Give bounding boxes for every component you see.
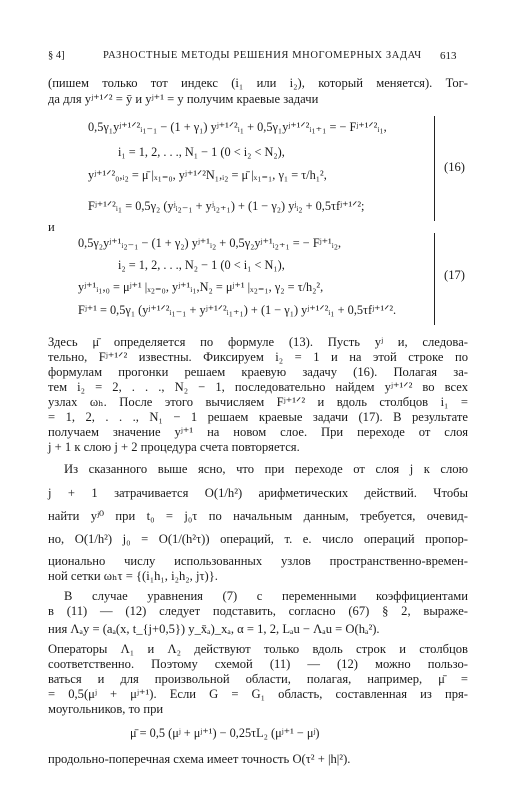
text-line: j + 1 к слою j + 2 процедура счета повторяется. bbox=[48, 440, 300, 454]
running-title: РАЗНОСТНЫЕ МЕТОДЫ РЕШЕНИЯ МНОГОМЕРНЫХ ЗАДАЧ bbox=[103, 50, 422, 61]
text-line: ваться и для произвольной области, полагая, например, μ̄ = bbox=[48, 672, 468, 686]
text-line: тельно, Fʲ⁺¹ᐟ² известны. Фиксируем i₂ = 1 и на этой строке по bbox=[48, 350, 468, 364]
text-line: в (11) — (12) следует подставить, согласно (67) § 2, выраже- bbox=[48, 604, 468, 618]
intro-line: (пишем только тот индекс (i₁ или i₂), который меняется). Тог- bbox=[48, 76, 468, 90]
system-brace bbox=[430, 233, 435, 325]
equation-row: Fʲ⁺¹ = 0,5γ₁ (yʲ⁺¹ᐟ²ᵢ₁₋₁ + yʲ⁺¹ᐟ²ᵢ₁₊₁) + (1 − γ₁) yʲ⁺¹ᐟ²ᵢ₁ + 0,5τfʲ⁺¹ᐟ². bbox=[78, 303, 397, 317]
system-brace bbox=[430, 116, 435, 221]
equation-row: yʲ⁺¹ᵢ₁,₀ = μʲ⁺¹ |ₓ₂₌₀, yʲ⁺¹ᵢ₁,N₂ = μʲ⁺¹ |ₓ₂₌₁, γ₂ = τ/h₂², bbox=[78, 280, 324, 294]
text-line: продольно-поперечная схема имеет точность O(τ² + |h|²). bbox=[48, 752, 351, 766]
text-line: ния Λₐy = (aₐ(x, t_{j+0,5}) y_x̄ₐ)_xₐ, α = 1, 2, Lₐu − Λₐu = O(hₐ²). bbox=[48, 622, 380, 636]
text-line: найти yʲ⁰ при t₀ = j₀τ по начальным данным, требуется, очевид- bbox=[48, 509, 468, 523]
equation-row: 0,5γ₁yʲ⁺¹ᐟ²ᵢ₁₋₁ − (1 + γ₁) yʲ⁺¹ᐟ²ᵢ₁ + 0,5γ₁yʲ⁺¹ᐟ²ᵢ₁₊₁ = − Fʲ⁺¹ᐟ²ᵢ₁, bbox=[88, 120, 387, 134]
text-line: j + 1 затрачивается O(1/h²) арифметических действий. Чтобы bbox=[48, 486, 468, 500]
text-line: = 1, 2, . . ., N₁ − 1 решаем краевые задачи (17). В результате bbox=[48, 410, 468, 424]
page-number: 613 bbox=[440, 50, 457, 62]
text-line: Из сказанного выше ясно, что при переходе от слоя j к слою bbox=[64, 462, 468, 476]
text-line: но, O(1/h²) j₀ = O(1/(h²τ)) операций, т. е. число операций пропор- bbox=[48, 532, 468, 546]
text-line: Операторы Λ₁ и Λ₂ действуют только вдоль строк и столбцов bbox=[48, 642, 468, 656]
equation-row: i₁ = 1, 2, . . ., N₁ − 1 (0 < i₂ < N₂), bbox=[118, 145, 285, 159]
intro-line: да для yʲ⁺¹ᐟ² = ȳ и yʲ⁺¹ = y получим краевые задачи bbox=[48, 92, 319, 106]
text-line: узлах ωₕ. После этого вычисляем Fʲ⁺¹ᐟ² и вдоль столбцов i₁ = bbox=[48, 395, 468, 409]
equation-row: i₂ = 1, 2, . . ., N₂ − 1 (0 < i₁ < N₁), bbox=[118, 258, 285, 272]
text-line: Здесь μ̄ определяется по формуле (13). Пусть yʲ и, следова- bbox=[48, 335, 468, 349]
equation-number: (17) bbox=[444, 268, 465, 282]
text-line: ционально числу использованных узлов пространственно-времен- bbox=[48, 554, 468, 568]
equation-number: (16) bbox=[444, 160, 465, 174]
text-line: = 0,5(μʲ + μʲ⁺¹). Если G = G₁ область, составленная из пря- bbox=[48, 687, 468, 701]
display-equation: μ̄ = 0,5 (μʲ + μʲ⁺¹) − 0,25τL₂ (μʲ⁺¹ − μʲ) bbox=[130, 726, 320, 740]
text-line: ной сетки ωₕτ = {(i₁h₁, i₂h₂, jτ)}. bbox=[48, 569, 218, 583]
text-line: получаем значение yʲ⁺¹ на новом слое. При переходе от слоя bbox=[48, 425, 468, 439]
equation-row: yʲ⁺¹ᐟ²₀,ᵢ₂ = μ̄ |ₓ₁₌₀, yʲ⁺¹ᐟ²N₁,ᵢ₂ = μ̄ |ₓ₁₌₁, γ₁ = τ/h₁², bbox=[88, 168, 327, 182]
equation-row: Fʲ⁺¹ᐟ²ᵢ₁ = 0,5γ₂ (yʲᵢ₂₋₁ + yʲᵢ₂₊₁) + (1 − γ₂) yʲᵢ₂ + 0,5τfʲ⁺¹ᐟ²; bbox=[88, 199, 365, 213]
conjunction: и bbox=[48, 220, 55, 234]
text-line: В случае уравнения (7) с переменными коэффициентами bbox=[64, 589, 468, 603]
text-line: моугольников, то при bbox=[48, 702, 164, 716]
section-marker: § 4] bbox=[48, 50, 65, 61]
text-line: соответственно. Поэтому схемой (11) — (12) можно пользо- bbox=[48, 657, 468, 671]
text-line: формулам прогонки решаем краевую задачу (16). Полагая за- bbox=[48, 365, 468, 379]
equation-row: 0,5γ₂yʲ⁺¹ᵢ₂₋₁ − (1 + γ₂) yʲ⁺¹ᵢ₂ + 0,5γ₂yʲ⁺¹ᵢ₂₊₁ = − Fʲ⁺¹ᵢ₂, bbox=[78, 236, 342, 250]
text-line: тем i₂ = 2, . . ., N₂ − 1, последовательно найдем yʲ⁺¹ᐟ² во всех bbox=[48, 380, 468, 394]
